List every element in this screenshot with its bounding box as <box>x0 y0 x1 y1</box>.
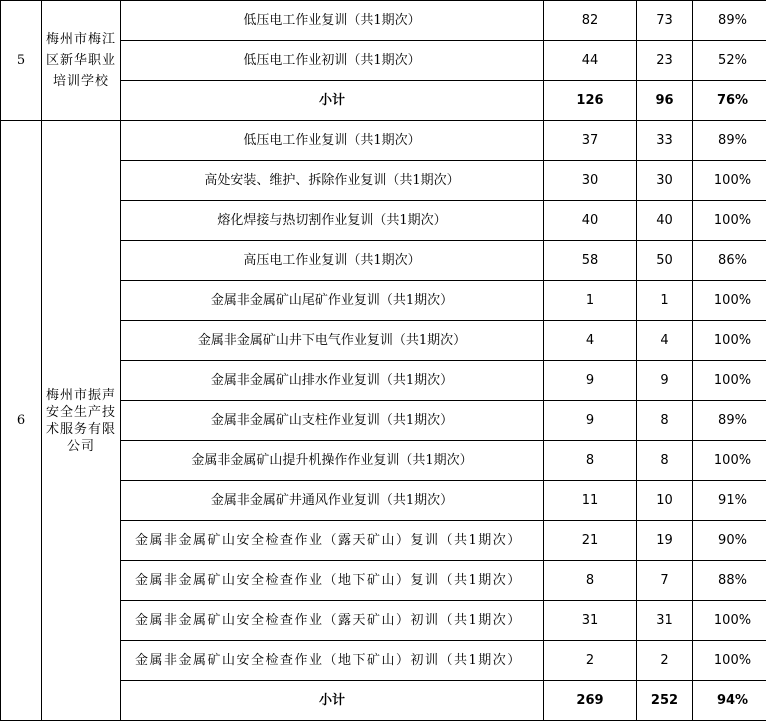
course-name: 金属非金属矿山尾矿作业复训（共1期次） <box>121 281 544 321</box>
table-row <box>1 1 766 41</box>
enrolled-count: 82 <box>544 1 637 41</box>
passed-count: 1 <box>637 281 693 321</box>
course-name: 金属非金属矿山安全检查作业（地下矿山）初训（共1期次） <box>121 641 544 681</box>
pass-rate: 100% <box>693 361 766 401</box>
enrolled-count: 21 <box>544 521 637 561</box>
course-name: 金属非金属矿山安全检查作业（露天矿山）复训（共1期次） <box>121 521 544 561</box>
pass-rate: 89% <box>693 1 766 41</box>
course-name: 高处安装、维护、拆除作业复训（共1期次） <box>121 161 544 201</box>
enrolled-count: 11 <box>544 481 637 521</box>
subtotal-enrolled: 126 <box>544 81 637 121</box>
pass-rate: 88% <box>693 561 766 601</box>
pass-rate: 89% <box>693 121 766 161</box>
course-name: 金属非金属矿山排水作业复训（共1期次） <box>121 361 544 401</box>
enrolled-count: 37 <box>544 121 637 161</box>
enrolled-count: 58 <box>544 241 637 281</box>
passed-count: 10 <box>637 481 693 521</box>
passed-count: 33 <box>637 121 693 161</box>
course-name: 金属非金属矿井通风作业复训（共1期次） <box>121 481 544 521</box>
course-name: 金属非金属矿山安全检查作业（露天矿山）初训（共1期次） <box>121 601 544 641</box>
enrolled-count: 9 <box>544 361 637 401</box>
pass-rate: 86% <box>693 241 766 281</box>
enrolled-count: 30 <box>544 161 637 201</box>
passed-count: 40 <box>637 201 693 241</box>
pass-rate: 89% <box>693 401 766 441</box>
pass-rate: 52% <box>693 41 766 81</box>
passed-count: 50 <box>637 241 693 281</box>
passed-count: 30 <box>637 161 693 201</box>
enrolled-count: 4 <box>544 321 637 361</box>
course-name: 高压电工作业复训（共1期次） <box>121 241 544 281</box>
subtotal-label: 小计 <box>121 681 544 721</box>
enrolled-count: 31 <box>544 601 637 641</box>
course-name: 低压电工作业复训（共1期次） <box>121 121 544 161</box>
pass-rate: 100% <box>693 441 766 481</box>
group-number: 6 <box>1 121 42 721</box>
passed-count: 8 <box>637 401 693 441</box>
organization-name: 梅州市梅江区新华职业培训学校 <box>42 1 121 121</box>
passed-count: 23 <box>637 41 693 81</box>
passed-count: 4 <box>637 321 693 361</box>
subtotal-label: 小计 <box>121 81 544 121</box>
passed-count: 7 <box>637 561 693 601</box>
pass-rate: 100% <box>693 601 766 641</box>
subtotal-passed: 96 <box>637 81 693 121</box>
organization-name: 梅州市振声安全生产技术服务有限公司 <box>42 121 121 721</box>
subtotal-rate: 94% <box>693 681 766 721</box>
passed-count: 9 <box>637 361 693 401</box>
pass-rate: 100% <box>693 201 766 241</box>
passed-count: 19 <box>637 521 693 561</box>
course-name: 金属非金属矿山提升机操作作业复训（共1期次） <box>121 441 544 481</box>
course-name: 金属非金属矿山支柱作业复训（共1期次） <box>121 401 544 441</box>
course-name: 熔化焊接与热切割作业复训（共1期次） <box>121 201 544 241</box>
subtotal-enrolled: 269 <box>544 681 637 721</box>
passed-count: 8 <box>637 441 693 481</box>
subtotal-passed: 252 <box>637 681 693 721</box>
enrolled-count: 8 <box>544 441 637 481</box>
enrolled-count: 2 <box>544 641 637 681</box>
pass-rate: 90% <box>693 521 766 561</box>
pass-rate: 100% <box>693 641 766 681</box>
table-row <box>1 121 766 161</box>
course-name: 低压电工作业初训（共1期次） <box>121 41 544 81</box>
enrolled-count: 1 <box>544 281 637 321</box>
passed-count: 2 <box>637 641 693 681</box>
enrolled-count: 44 <box>544 41 637 81</box>
passed-count: 73 <box>637 1 693 41</box>
pass-rate: 100% <box>693 281 766 321</box>
passed-count: 31 <box>637 601 693 641</box>
course-name: 金属非金属矿山安全检查作业（地下矿山）复训（共1期次） <box>121 561 544 601</box>
enrolled-count: 8 <box>544 561 637 601</box>
group-number: 5 <box>1 1 42 121</box>
subtotal-rate: 76% <box>693 81 766 121</box>
course-name: 金属非金属矿山井下电气作业复训（共1期次） <box>121 321 544 361</box>
enrolled-count: 40 <box>544 201 637 241</box>
pass-rate: 91% <box>693 481 766 521</box>
course-name: 低压电工作业复训（共1期次） <box>121 1 544 41</box>
pass-rate: 100% <box>693 161 766 201</box>
enrolled-count: 9 <box>544 401 637 441</box>
pass-rate: 100% <box>693 321 766 361</box>
